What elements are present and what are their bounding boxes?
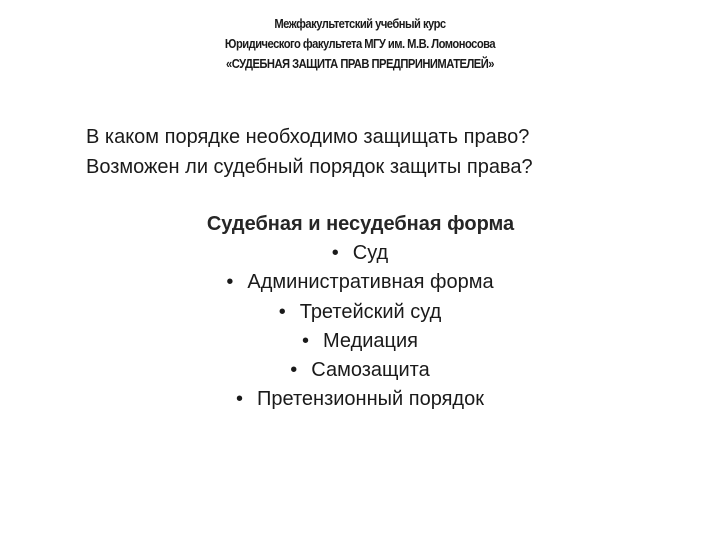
course-header-line-1: Межфакультетский учебный курс (274, 16, 446, 31)
list-item (0, 356, 720, 385)
list-item (0, 239, 720, 268)
list-item-label: Медиация (323, 329, 418, 352)
bullet-icon: • (278, 300, 286, 323)
list-item-label: Административная форма (247, 271, 494, 294)
question-1: В каком порядке необходимо защищать право? (86, 126, 530, 148)
course-header-line-2: Юридического факультета МГУ им. М.В. Ломоносова (224, 36, 496, 51)
course-header (50, 14, 669, 74)
list-item-label: Самозащита (311, 359, 430, 382)
bullet-icon: • (331, 242, 339, 265)
forms-list (0, 239, 720, 414)
question-2: Возможен ли судебный порядок защиты права? (86, 156, 533, 178)
list-item-label: Претензионный порядок (257, 388, 484, 411)
bullet-icon: • (301, 329, 309, 352)
list-item (0, 327, 720, 356)
bullet-icon: • (290, 359, 298, 382)
list-item (0, 298, 720, 327)
list-item (0, 268, 720, 297)
list-item-label: Суд (352, 242, 389, 265)
course-header-line-3: «СУДЕБНАЯ ЗАЩИТА ПРАВ ПРЕДПРИНИМАТЕЛЕЙ» (226, 56, 494, 71)
questions-block (86, 122, 533, 182)
list-item (0, 385, 720, 414)
list-item-label: Третейский суд (299, 300, 442, 323)
bullet-icon: • (236, 388, 244, 411)
protection-forms (0, 210, 720, 414)
forms-title: Судебная и несудебная форма (206, 213, 515, 235)
bullet-icon: • (226, 271, 234, 294)
